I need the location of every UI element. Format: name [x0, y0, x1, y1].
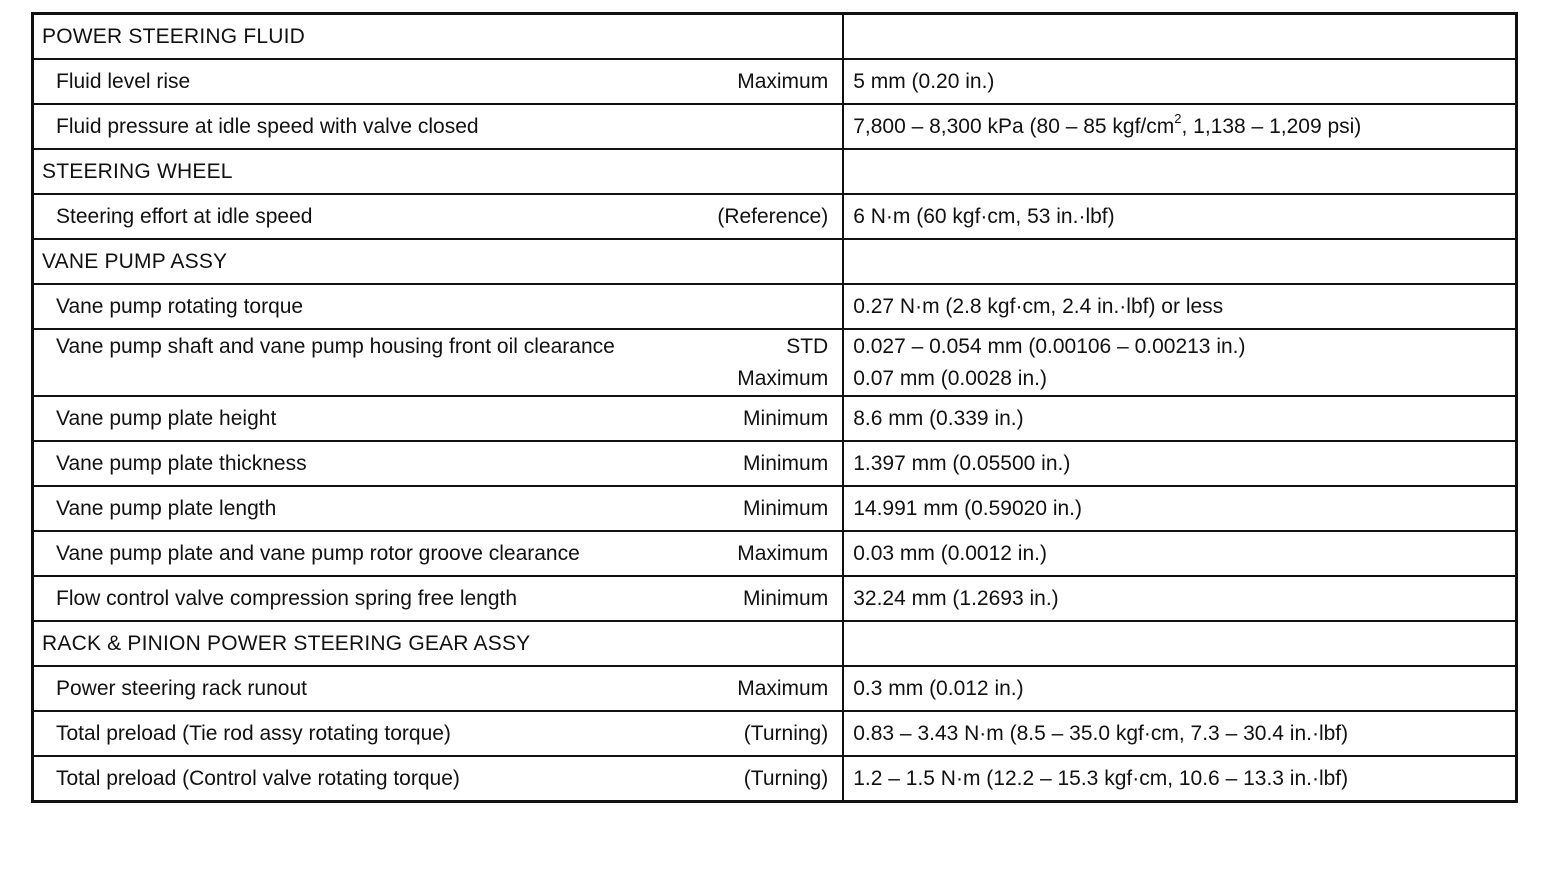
empty-value-cell: [843, 14, 1516, 60]
spec-value: 0.03 mm (0.0012 in.): [843, 531, 1516, 576]
spec-qualifier: Maximum: [737, 541, 829, 565]
spec-value: 5 mm (0.20 in.): [843, 59, 1516, 104]
spec-qualifier: Maximum: [737, 676, 829, 700]
spec-qualifier: Maximum: [737, 366, 829, 390]
spec-qualifier: Minimum: [743, 451, 829, 475]
table-row: [33, 284, 1517, 329]
table-row: [33, 396, 1517, 441]
table-row: [33, 756, 1517, 802]
table-row: [33, 666, 1517, 711]
table-row: [33, 104, 1517, 149]
table-row: [33, 329, 1517, 396]
spec-item: Total preload (Control valve rotating torque): [56, 766, 460, 790]
spec-qualifier: (Reference): [717, 204, 829, 228]
spec-value: 7,800 – 8,300 kPa (80 – 85 kgf/$cm^2$, 1,138 – 1,209 psi): [843, 104, 1516, 149]
empty-value-cell: [843, 239, 1516, 284]
spec-item: Steering effort at idle speed: [56, 204, 313, 228]
spec-value: 14.991 mm (0.59020 in.): [843, 486, 1516, 531]
empty-value-cell: [843, 621, 1516, 666]
spec-qualifier: STD: [786, 334, 829, 358]
section-heading-row: [33, 621, 1517, 666]
spec-item: Fluid level rise: [56, 69, 191, 93]
spec-qualifier: (Turning): [743, 721, 829, 745]
spec-qualifier: (Turning): [743, 766, 829, 790]
spec-value: 0.07 mm (0.0028 in.): [853, 366, 1047, 390]
spec-value: 1.2 – 1.5 N·m (12.2 – 15.3 kgf·cm, 10.6 – 13.3 in.·lbf): [843, 756, 1516, 802]
spec-value: 0.83 – 3.43 N·m (8.5 – 35.0 kgf·cm, 7.3 – 30.4 in.·lbf): [843, 711, 1516, 756]
table-row: [33, 194, 1517, 239]
section-heading: POWER STEERING FLUID: [33, 14, 844, 60]
spec-item: Vane pump plate thickness: [56, 451, 307, 475]
spec-item: Total preload (Tie rod assy rotating torque): [56, 721, 451, 745]
spec-item: Vane pump plate height: [56, 406, 277, 430]
spec-item: Flow control valve compression spring free length: [56, 586, 518, 610]
spec-value: 1.397 mm (0.05500 in.): [843, 441, 1516, 486]
section-heading: STEERING WHEEL: [33, 149, 844, 194]
spec-item: Vane pump plate and vane pump rotor groove clearance: [56, 541, 580, 565]
table-row: [33, 531, 1517, 576]
spec-item: Power steering rack runout: [56, 676, 307, 700]
spec-value: 8.6 mm (0.339 in.): [843, 396, 1516, 441]
table-row: [33, 576, 1517, 621]
specification-table: [31, 12, 1518, 803]
spec-qualifier: Minimum: [743, 496, 829, 520]
section-heading-row: [33, 14, 1517, 60]
table-row: [33, 486, 1517, 531]
spec-value: 32.24 mm (1.2693 in.): [843, 576, 1516, 621]
empty-value-cell: [843, 149, 1516, 194]
table-row: [33, 711, 1517, 756]
spec-qualifier: Minimum: [743, 406, 829, 430]
spec-qualifier: Maximum: [737, 69, 829, 93]
spec-item: Vane pump plate length: [56, 496, 277, 520]
spec-value: 0.27 N·m (2.8 kgf·cm, 2.4 in.·lbf) or less: [843, 284, 1516, 329]
spec-item: Vane pump shaft and vane pump housing front oil clearance: [56, 334, 615, 358]
spec-item: Vane pump rotating torque: [56, 294, 304, 318]
spec-value: 0.3 mm (0.012 in.): [843, 666, 1516, 711]
section-heading: VANE PUMP ASSY: [33, 239, 844, 284]
spec-value: 0.027 – 0.054 mm (0.00106 – 0.00213 in.): [853, 334, 1246, 358]
spec-item: Fluid pressure at idle speed with valve closed: [56, 114, 479, 138]
section-heading-row: [33, 149, 1517, 194]
table-row: [33, 441, 1517, 486]
section-heading: RACK & PINION POWER STEERING GEAR ASSY: [33, 621, 844, 666]
table-row: [33, 59, 1517, 104]
spec-value: 6 N·m (60 kgf·cm, 53 in.·lbf): [843, 194, 1516, 239]
spec-qualifier: Minimum: [743, 586, 829, 610]
section-heading-row: [33, 239, 1517, 284]
